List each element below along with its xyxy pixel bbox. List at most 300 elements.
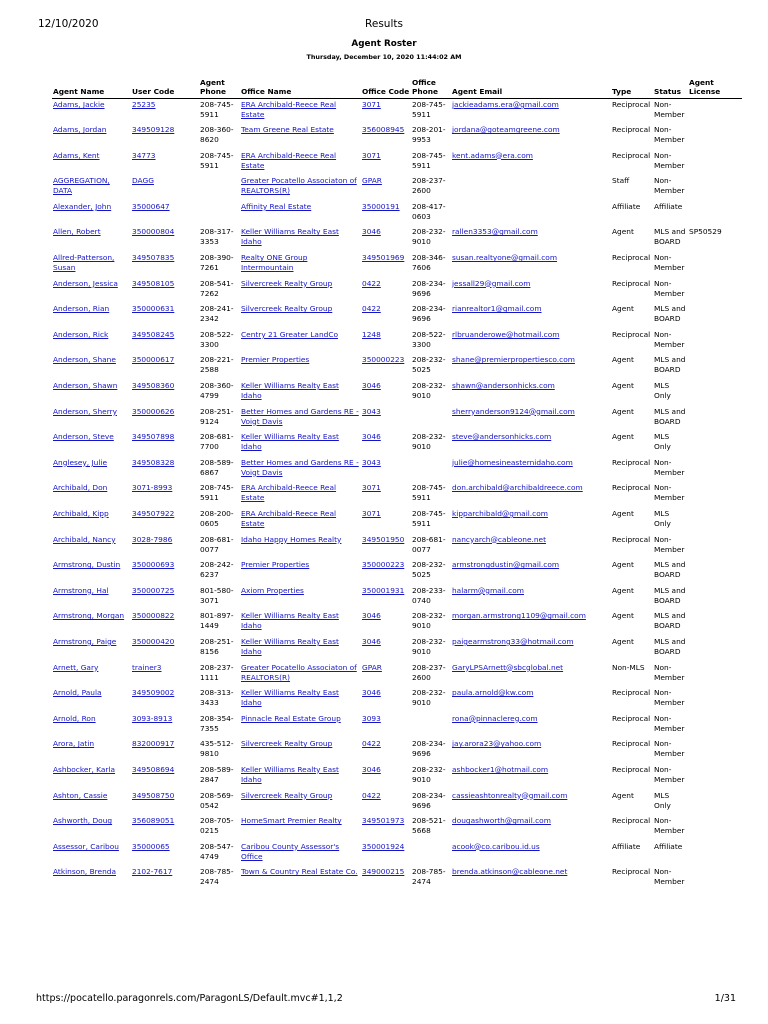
table-cell [52, 150, 131, 176]
user-code-link[interactable]: 349507835 [132, 253, 175, 263]
user-code-link[interactable]: 25235 [132, 100, 156, 109]
agent-name-link[interactable]: Adams, Jackie [53, 100, 105, 109]
office-name-link[interactable]: Pinnacle Real Estate Group [241, 713, 341, 723]
agent-name-link[interactable]: Arora, Jatin [53, 739, 95, 749]
table-row [52, 380, 742, 406]
table-cell [411, 303, 451, 329]
table-cell [653, 482, 688, 508]
table-cell [240, 175, 361, 201]
table-cell [611, 687, 653, 713]
user-code-link[interactable]: 349508105 [132, 278, 175, 288]
table-cell [131, 585, 199, 611]
agent-name-link[interactable]: Arnold, Paula [53, 688, 102, 698]
agent-phone: 208-221-2588 [200, 355, 234, 375]
office-code-link[interactable]: 3043 [362, 457, 381, 467]
table-cell [199, 124, 240, 150]
table-cell [240, 278, 361, 304]
user-code-link[interactable]: 350000725 [132, 585, 175, 595]
office-code-link[interactable]: 3043 [362, 406, 381, 416]
user-code-link[interactable]: 350000420 [132, 636, 175, 646]
table-cell [611, 534, 653, 560]
office-name-link[interactable]: Silvercreek Realty Group [241, 739, 333, 749]
agent-email-link[interactable]: susan.realtyone@gmail.com [452, 253, 558, 263]
office-phone: 208-234-9696 [412, 304, 446, 324]
table-cell [52, 406, 131, 432]
agent-email-link[interactable]: paula.arnold@kw.com [452, 688, 534, 698]
table-cell [451, 636, 611, 662]
office-name-link[interactable]: Better Homes and Gardens RE - Voigt Davis [241, 406, 359, 426]
table-cell [688, 790, 742, 816]
office-name-link[interactable]: Keller Williams Realty East Idaho [241, 227, 339, 247]
table-cell [451, 278, 611, 304]
table-cell [131, 124, 199, 150]
office-phone: 208-745-5911 [412, 150, 446, 170]
agent-phone: 208-547-4749 [200, 841, 234, 861]
office-name-link[interactable]: Keller Williams Realty East Idaho [241, 764, 339, 784]
office-phone: 208-232-9010 [412, 688, 446, 708]
user-code-link[interactable]: 349509002 [132, 688, 175, 698]
agent-email-link[interactable]: armstrongdustin@gmail.com [452, 560, 560, 570]
table-cell [411, 534, 451, 560]
table-row [52, 559, 742, 585]
agent-name-link[interactable]: Anglesey, Julie [53, 457, 108, 467]
table-cell [688, 380, 742, 406]
office-name-link[interactable]: Affinity Real Estate [241, 201, 312, 211]
office-code-link[interactable]: 349501973 [362, 816, 405, 826]
agent-email-link[interactable]: brenda.atkinson@cableone.net [452, 867, 568, 877]
agent-email-link[interactable]: kent.adams@era.com [452, 150, 533, 160]
agent-status: MLS and BOARD [654, 355, 686, 375]
table-cell [131, 354, 199, 380]
table-cell [52, 508, 131, 534]
user-code-link[interactable]: 349507898 [132, 432, 175, 442]
table-cell [199, 457, 240, 483]
office-phone: 208-232-9010 [412, 611, 446, 631]
office-code-link[interactable]: 3071 [362, 483, 381, 493]
table-cell [52, 636, 131, 662]
office-name-link[interactable]: Greater Pocatello Associaton of REALTORS(R) [241, 662, 357, 682]
agent-email-link[interactable]: julie@homesineasternidaho.com [452, 457, 573, 467]
user-code-link[interactable]: 349508328 [132, 457, 175, 467]
table-cell [131, 406, 199, 432]
agent-email-link[interactable]: acook@co.caribou.id.us [452, 841, 540, 851]
agent-name-link[interactable]: Armstrong, Hal [53, 585, 109, 595]
agent-phone: 208-522-3300 [200, 329, 234, 349]
agent-phone: 801-580-3071 [200, 585, 234, 605]
agent-status: Non-Member [654, 816, 685, 836]
office-code-link[interactable]: 35000191 [362, 201, 400, 211]
agent-name-link[interactable]: Anderson, Shane [53, 355, 116, 365]
office-name-link[interactable]: Silvercreek Realty Group [241, 790, 333, 800]
table-cell [240, 764, 361, 790]
user-code-link[interactable]: trainer3 [132, 662, 162, 672]
table-cell [361, 559, 411, 585]
agent-type: Agent [612, 636, 634, 646]
agent-phone: 208-745-5911 [200, 100, 234, 119]
office-name-link[interactable]: Idaho Happy Homes Realty [241, 534, 342, 544]
table-cell [240, 508, 361, 534]
agent-name-link[interactable]: Armstrong, Morgan [53, 611, 125, 621]
office-name-link[interactable]: ERA Archibald-Reece Real Estate [241, 483, 337, 503]
table-cell [131, 380, 199, 406]
table-cell [131, 457, 199, 483]
user-code-link[interactable]: 350000822 [132, 611, 175, 621]
office-code-link[interactable]: 3046 [362, 764, 381, 774]
table-cell [361, 790, 411, 816]
office-code-link[interactable]: 349000215 [362, 867, 405, 877]
table-cell [653, 150, 688, 176]
agent-phone: 208-354-7355 [200, 713, 234, 733]
agent-name-link[interactable]: Atkinson, Brenda [53, 867, 116, 877]
table-cell [611, 303, 653, 329]
office-code-link[interactable]: 3046 [362, 688, 381, 698]
page-header-title: Results [365, 18, 403, 30]
agent-status: MLS and BOARD [654, 227, 686, 247]
agent-phone: 208-313-3433 [200, 688, 234, 708]
agent-email-link[interactable]: steve@andersonhicks.com [452, 432, 552, 442]
agent-status: MLS Only [654, 432, 671, 452]
agent-email-link[interactable]: shawn@andersonhicks.com [452, 381, 555, 391]
table-row [52, 124, 742, 150]
agent-type: Reciprocal [612, 688, 651, 698]
column-header: Agent License [689, 78, 721, 96]
office-code-link[interactable]: 349501969 [362, 253, 405, 263]
office-name-link[interactable]: Keller Williams Realty East Idaho [241, 381, 339, 401]
table-cell [361, 175, 411, 201]
agent-email-link[interactable]: paigearmstrong33@hotmail.com [452, 636, 574, 646]
office-name-link[interactable]: Axiom Properties [241, 585, 304, 595]
table-cell [199, 687, 240, 713]
table-cell [451, 380, 611, 406]
agent-email-link[interactable]: morgan.armstrong1109@gmail.com [452, 611, 586, 621]
table-cell [451, 585, 611, 611]
table-cell [688, 482, 742, 508]
office-name-link[interactable]: Realty ONE Group Intermountain [241, 253, 308, 273]
table-cell [361, 431, 411, 457]
office-code-link[interactable]: 1248 [362, 329, 381, 339]
agent-email-link[interactable]: jordana@goteamgreene.com [452, 125, 560, 135]
table-cell [688, 585, 742, 611]
user-code-link[interactable]: 35000647 [132, 201, 170, 211]
table-cell [240, 841, 361, 867]
agent-name-link[interactable]: Armstrong, Paige [53, 636, 117, 646]
user-code-link[interactable]: 350000626 [132, 406, 175, 416]
agent-name-link[interactable]: Anderson, Shawn [53, 381, 118, 391]
agent-type: Reciprocal [612, 816, 651, 826]
table-cell [451, 534, 611, 560]
office-code-link[interactable]: 0422 [362, 790, 381, 800]
office-code-link[interactable]: 0422 [362, 739, 381, 749]
table-cell [653, 380, 688, 406]
agent-email-link[interactable]: kipparchibald@gmail.com [452, 509, 548, 518]
agent-email-link[interactable]: don.archibald@archibaldreece.com [452, 483, 583, 493]
agent-name-link[interactable]: Archibald, Kipp [53, 509, 109, 518]
table-cell [611, 329, 653, 355]
user-code-link[interactable]: 349508360 [132, 381, 175, 391]
agent-status: Non-Member [654, 764, 685, 784]
table-cell [199, 764, 240, 790]
column-header: Office Name [241, 87, 292, 96]
agent-type: Reciprocal [612, 867, 651, 877]
user-code-link[interactable]: 350000804 [132, 227, 175, 237]
agent-name-link[interactable]: AGGREGATION, DATA [53, 176, 110, 196]
user-code-link[interactable]: 3093-8913 [132, 713, 173, 723]
user-code-link[interactable]: 35000065 [132, 841, 170, 851]
office-name-link[interactable]: ERA Archibald-Reece Real Estate [241, 150, 337, 170]
agent-phone: 208-390-7261 [200, 253, 234, 273]
user-code-link[interactable]: 2102-7617 [132, 867, 173, 877]
table-cell [52, 559, 131, 585]
agent-email-link[interactable]: rlbruanderowe@hotmail.com [452, 329, 560, 339]
office-code-link[interactable]: 3093 [362, 713, 381, 723]
user-code-link[interactable]: 350000617 [132, 355, 175, 365]
agent-name-link[interactable]: Arnett, Gary [53, 662, 99, 672]
office-code-link[interactable]: 3046 [362, 227, 381, 237]
table-cell [688, 354, 742, 380]
agent-name-link[interactable]: Assessor, Caribou [53, 841, 119, 851]
table-cell [653, 866, 688, 892]
table-cell [451, 457, 611, 483]
office-name-link[interactable]: HomeSmart Premier Realty [241, 816, 342, 826]
agent-name-link[interactable]: Ashbocker, Karla [53, 764, 116, 774]
table-row [52, 508, 742, 534]
office-name-link[interactable]: Town & Country Real Estate Co. [241, 867, 358, 877]
table-cell [411, 201, 451, 227]
user-code-link[interactable]: 3028-7986 [132, 534, 173, 544]
table-cell [240, 329, 361, 355]
table-cell [361, 610, 411, 636]
table-cell [653, 508, 688, 534]
agent-phone: 208-681-0077 [200, 534, 234, 554]
table-row [52, 252, 742, 278]
table-cell [52, 354, 131, 380]
office-phone: 208-417-0603 [412, 201, 446, 221]
office-name-link[interactable]: Caribou County Assessor's Office [241, 841, 340, 861]
user-code-link[interactable]: 350000631 [132, 304, 175, 314]
agent-email-link[interactable]: shane@premierpropertiesco.com [452, 355, 575, 365]
user-code-link[interactable]: 349508750 [132, 790, 175, 800]
agent-name-link[interactable]: Adams, Jordan [53, 125, 107, 135]
table-row [52, 662, 742, 688]
table-cell [451, 764, 611, 790]
office-code-link[interactable]: 3046 [362, 381, 381, 391]
agent-phone: 208-360-4799 [200, 381, 234, 401]
table-cell [411, 99, 451, 125]
office-name-link[interactable]: Keller Williams Realty East Idaho [241, 636, 339, 656]
office-phone: 208-233-0740 [412, 585, 446, 605]
office-name-link[interactable]: Keller Williams Realty East Idaho [241, 688, 339, 708]
office-code-link[interactable]: 350001924 [362, 841, 405, 851]
office-name-link[interactable]: Premier Properties [241, 560, 310, 570]
table-cell [611, 636, 653, 662]
agent-license: SP50529 [689, 227, 722, 237]
agent-name-link[interactable]: Allen, Robert [53, 227, 101, 237]
table-cell [199, 610, 240, 636]
user-code-link[interactable]: 356089051 [132, 816, 175, 826]
table-cell [611, 252, 653, 278]
office-name-link[interactable]: Better Homes and Gardens RE - Voigt Davis [241, 457, 359, 477]
table-row [52, 790, 742, 816]
office-name-link[interactable]: Keller Williams Realty East Idaho [241, 432, 339, 452]
office-code-link[interactable]: GPAR [362, 662, 382, 672]
table-cell [411, 508, 451, 534]
table-cell [361, 201, 411, 227]
user-code-link[interactable]: 3071-8993 [132, 483, 173, 493]
table-row [52, 457, 742, 483]
office-code-link[interactable]: 3046 [362, 611, 381, 621]
office-code-link[interactable]: 0422 [362, 304, 381, 314]
table-cell [361, 150, 411, 176]
agent-name-link[interactable]: Ashworth, Doug [53, 816, 113, 826]
table-cell [411, 278, 451, 304]
user-code-link[interactable]: 349507922 [132, 509, 175, 518]
table-cell [131, 713, 199, 739]
office-name-link[interactable]: Silvercreek Realty Group [241, 278, 333, 288]
table-cell [611, 201, 653, 227]
agent-status: MLS and BOARD [654, 406, 686, 426]
agent-email-link[interactable]: rallen3353@gmail.com [452, 227, 538, 237]
agent-email-link[interactable]: jackieadams.era@gmail.com [452, 100, 559, 109]
table-cell [411, 559, 451, 585]
office-phone: 208-785-2474 [412, 867, 446, 887]
table-cell [653, 252, 688, 278]
office-name-link[interactable]: Centry 21 Greater LandCo [241, 329, 339, 339]
agent-email-link[interactable]: nancyarch@cableone.net [452, 534, 546, 544]
office-code-link[interactable]: 350000223 [362, 355, 405, 365]
user-code-link[interactable]: 349509128 [132, 125, 175, 135]
office-code-link[interactable]: 349501950 [362, 534, 405, 544]
office-code-link[interactable]: GPAR [362, 176, 382, 186]
table-cell [653, 124, 688, 150]
agent-email-link[interactable]: sherryanderson9124@gmail.com [452, 406, 575, 416]
table-cell [611, 457, 653, 483]
office-name-link[interactable]: Keller Williams Realty East Idaho [241, 611, 339, 631]
table-cell [240, 610, 361, 636]
agent-email-link[interactable]: jay.arora23@yahoo.com [452, 739, 542, 749]
table-row [52, 201, 742, 227]
table-cell [451, 866, 611, 892]
table-cell [611, 841, 653, 867]
agent-status: Non-Member [654, 125, 685, 145]
agent-name-link[interactable]: Anderson, Rian [53, 304, 110, 314]
user-code-link[interactable]: 349508245 [132, 329, 175, 339]
user-code-link[interactable]: DAGG [132, 176, 154, 186]
office-name-link[interactable]: Team Greene Real Estate [241, 125, 334, 135]
table-cell [653, 841, 688, 867]
agent-status: MLS Only [654, 509, 671, 528]
agent-type: Non-MLS [612, 662, 645, 672]
agent-type: Reciprocal [612, 125, 651, 135]
agent-name-link[interactable]: Archibald, Don [53, 483, 108, 493]
agent-name-link[interactable]: Anderson, Sherry [53, 406, 118, 416]
agent-roster-table [52, 78, 742, 892]
table-cell [411, 482, 451, 508]
table-cell [361, 354, 411, 380]
office-name-link[interactable]: ERA Archibald-Reece Real Estate [241, 100, 337, 119]
office-phone: 208-681-0077 [412, 534, 446, 554]
agent-name-link[interactable]: Arnold, Ron [53, 713, 96, 723]
table-row [52, 534, 742, 560]
office-code-link[interactable]: 3071 [362, 150, 381, 160]
user-code-link[interactable]: 350000693 [132, 560, 175, 570]
user-code-link[interactable]: 832000917 [132, 739, 175, 749]
agent-name-link[interactable]: Armstrong, Dustin [53, 560, 121, 570]
agent-name-link[interactable]: Archibald, Nancy [53, 534, 116, 544]
table-row [52, 687, 742, 713]
office-name-link[interactable]: Premier Properties [241, 355, 310, 365]
office-phone: 208-237-2600 [412, 176, 446, 196]
office-code-link[interactable]: 350001931 [362, 585, 405, 595]
agent-status: MLS Only [654, 381, 671, 401]
table-cell [199, 508, 240, 534]
agent-phone: 208-242-6237 [200, 560, 234, 580]
table-row [52, 303, 742, 329]
table-row [52, 175, 742, 201]
agent-email-link[interactable]: rona@pinnaclereg.com [452, 713, 538, 723]
agent-email-link[interactable]: jessall29@gmail.com [452, 278, 531, 288]
table-cell [131, 738, 199, 764]
agent-phone: 208-251-8156 [200, 636, 234, 656]
table-cell [240, 303, 361, 329]
office-code-link[interactable]: 350000223 [362, 560, 405, 570]
office-code-link[interactable]: 3071 [362, 509, 381, 518]
table-cell [451, 329, 611, 355]
table-row [52, 815, 742, 841]
table-row [52, 226, 742, 252]
table-cell [411, 815, 451, 841]
agent-name-link[interactable]: Anderson, Rick [53, 329, 109, 339]
table-cell [611, 790, 653, 816]
office-code-link[interactable]: 0422 [362, 278, 381, 288]
agent-name-link[interactable]: Anderson, Steve [53, 432, 114, 442]
table-cell [240, 662, 361, 688]
table-cell [688, 431, 742, 457]
agent-email-link[interactable]: ashbocker1@hotmail.com [452, 764, 549, 774]
office-code-link[interactable]: 356008945 [362, 125, 405, 135]
table-cell [611, 99, 653, 125]
agent-email-link[interactable]: rianrealtor1@gmail.com [452, 304, 542, 314]
table-header-row [52, 78, 742, 99]
agent-type: Agent [612, 355, 634, 365]
table-cell [611, 815, 653, 841]
agent-name-link[interactable]: Ashton, Cassie [53, 790, 108, 800]
user-code-link[interactable]: 349508694 [132, 764, 175, 774]
table-cell [199, 866, 240, 892]
user-code-link[interactable]: 34773 [132, 150, 156, 160]
agent-email-link[interactable]: dougashworth@gmail.com [452, 816, 551, 826]
office-name-link[interactable]: Greater Pocatello Associaton of REALTORS(R) [241, 176, 357, 196]
agent-email-link[interactable]: halarm@gmail.com [452, 585, 524, 595]
office-code-link[interactable]: 3046 [362, 432, 381, 442]
agent-name-link[interactable]: Anderson, Jessica [53, 278, 118, 288]
agent-email-link[interactable]: cassieashtonrealty@gmail.com [452, 790, 568, 800]
table-cell [688, 201, 742, 227]
agent-name-link[interactable]: Adams, Kent [53, 150, 100, 160]
office-name-link[interactable]: ERA Archibald-Reece Real Estate [241, 509, 337, 528]
table-cell [361, 636, 411, 662]
agent-name-link[interactable]: Allred-Patterson, Susan [53, 253, 115, 273]
table-cell [688, 866, 742, 892]
agent-name-link[interactable]: Alexander, John [53, 201, 112, 211]
office-code-link[interactable]: 3071 [362, 100, 381, 109]
table-cell [611, 431, 653, 457]
table-row [52, 866, 742, 892]
office-name-link[interactable]: Silvercreek Realty Group [241, 304, 333, 314]
table-cell [131, 662, 199, 688]
office-code-link[interactable]: 3046 [362, 636, 381, 646]
agent-status: MLS and BOARD [654, 585, 686, 605]
agent-email-link[interactable]: GaryLPSArnett@sbcglobal.net [452, 662, 564, 672]
